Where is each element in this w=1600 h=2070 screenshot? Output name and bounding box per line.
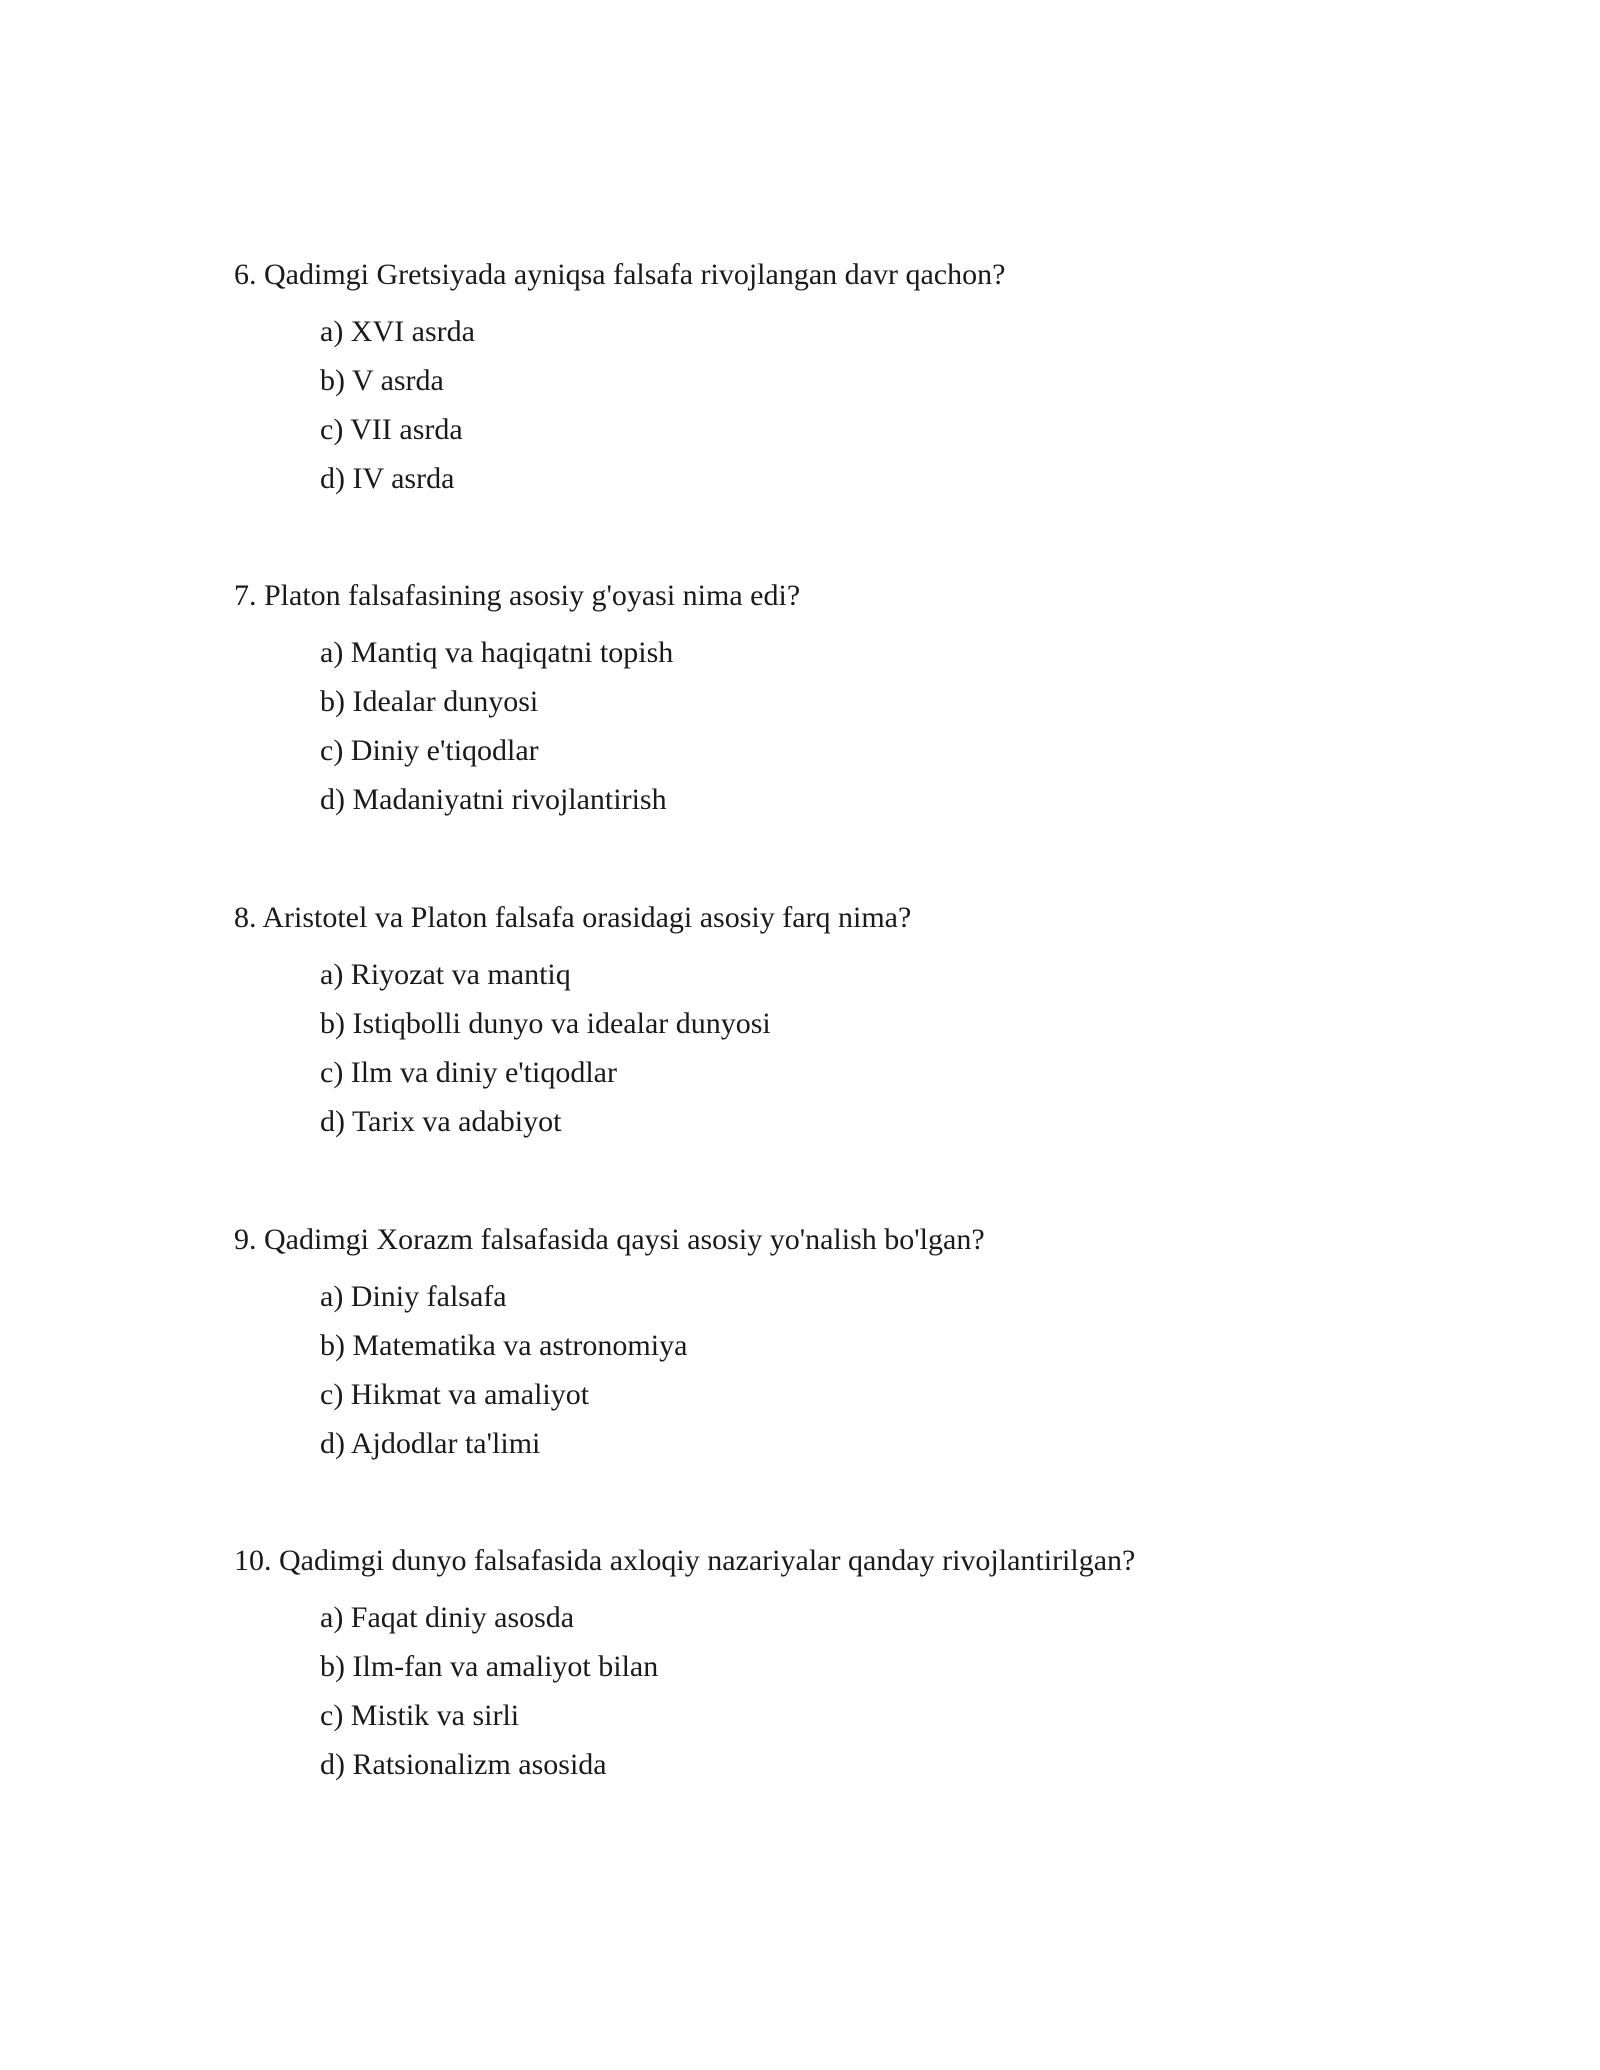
question-6-option-b: b) V asrda — [320, 364, 444, 397]
question-8-option-a: a) Riyozat va mantiq — [320, 958, 571, 991]
question-8-option-b: b) Istiqbolli dunyo va idealar dunyosi — [320, 1007, 771, 1040]
question-7-option-c: c) Diniy e'tiqodlar — [320, 734, 539, 767]
question-8-option-d: d) Tarix va adabiyot — [320, 1105, 562, 1138]
question-6 — [234, 257, 1434, 510]
question-8-option-c: c) Ilm va diniy e'tiqodlar — [320, 1056, 617, 1089]
question-7-text: 7. Platon falsafasining asosiy g'oyasi nima edi? — [234, 579, 801, 612]
question-10-option-b: b) Ilm-fan va amaliyot bilan — [320, 1650, 659, 1683]
question-10-text: 10. Qadimgi dunyo falsafasida axloqiy nazariyalar qanday rivojlantirilgan? — [234, 1544, 1136, 1577]
question-7 — [234, 578, 1434, 831]
question-9-option-a: a) Diniy falsafa — [320, 1280, 507, 1313]
question-7-option-b: b) Idealar dunyosi — [320, 685, 539, 718]
question-6-text: 6. Qadimgi Gretsiyada ayniqsa falsafa rivojlangan davr qachon? — [234, 258, 1006, 291]
question-10 — [234, 1543, 1434, 1796]
question-6-option-c: c) VII asrda — [320, 413, 463, 446]
question-9 — [234, 1222, 1434, 1475]
question-7-option-a: a) Mantiq va haqiqatni topish — [320, 636, 674, 669]
question-9-option-b: b) Matematika va astronomiya — [320, 1329, 688, 1362]
question-10-option-d: d) Ratsionalizm asosida — [320, 1748, 607, 1781]
question-8-text: 8. Aristotel va Platon falsafa orasidagi asosiy farq nima? — [234, 901, 912, 934]
question-7-option-d: d) Madaniyatni rivojlantirish — [320, 783, 667, 816]
question-10-option-c: c) Mistik va sirli — [320, 1699, 520, 1732]
question-10-option-a: a) Faqat diniy asosda — [320, 1601, 575, 1634]
question-6-option-a: a) XVI asrda — [320, 315, 475, 348]
question-9-option-c: c) Hikmat va amaliyot — [320, 1378, 590, 1411]
question-9-option-d: d) Ajdodlar ta'limi — [320, 1427, 541, 1460]
question-6-option-d: d) IV asrda — [320, 462, 455, 495]
question-8 — [234, 900, 1434, 1153]
question-9-text: 9. Qadimgi Xorazm falsafasida qaysi asosiy yo'nalish bo'lgan? — [234, 1223, 985, 1256]
